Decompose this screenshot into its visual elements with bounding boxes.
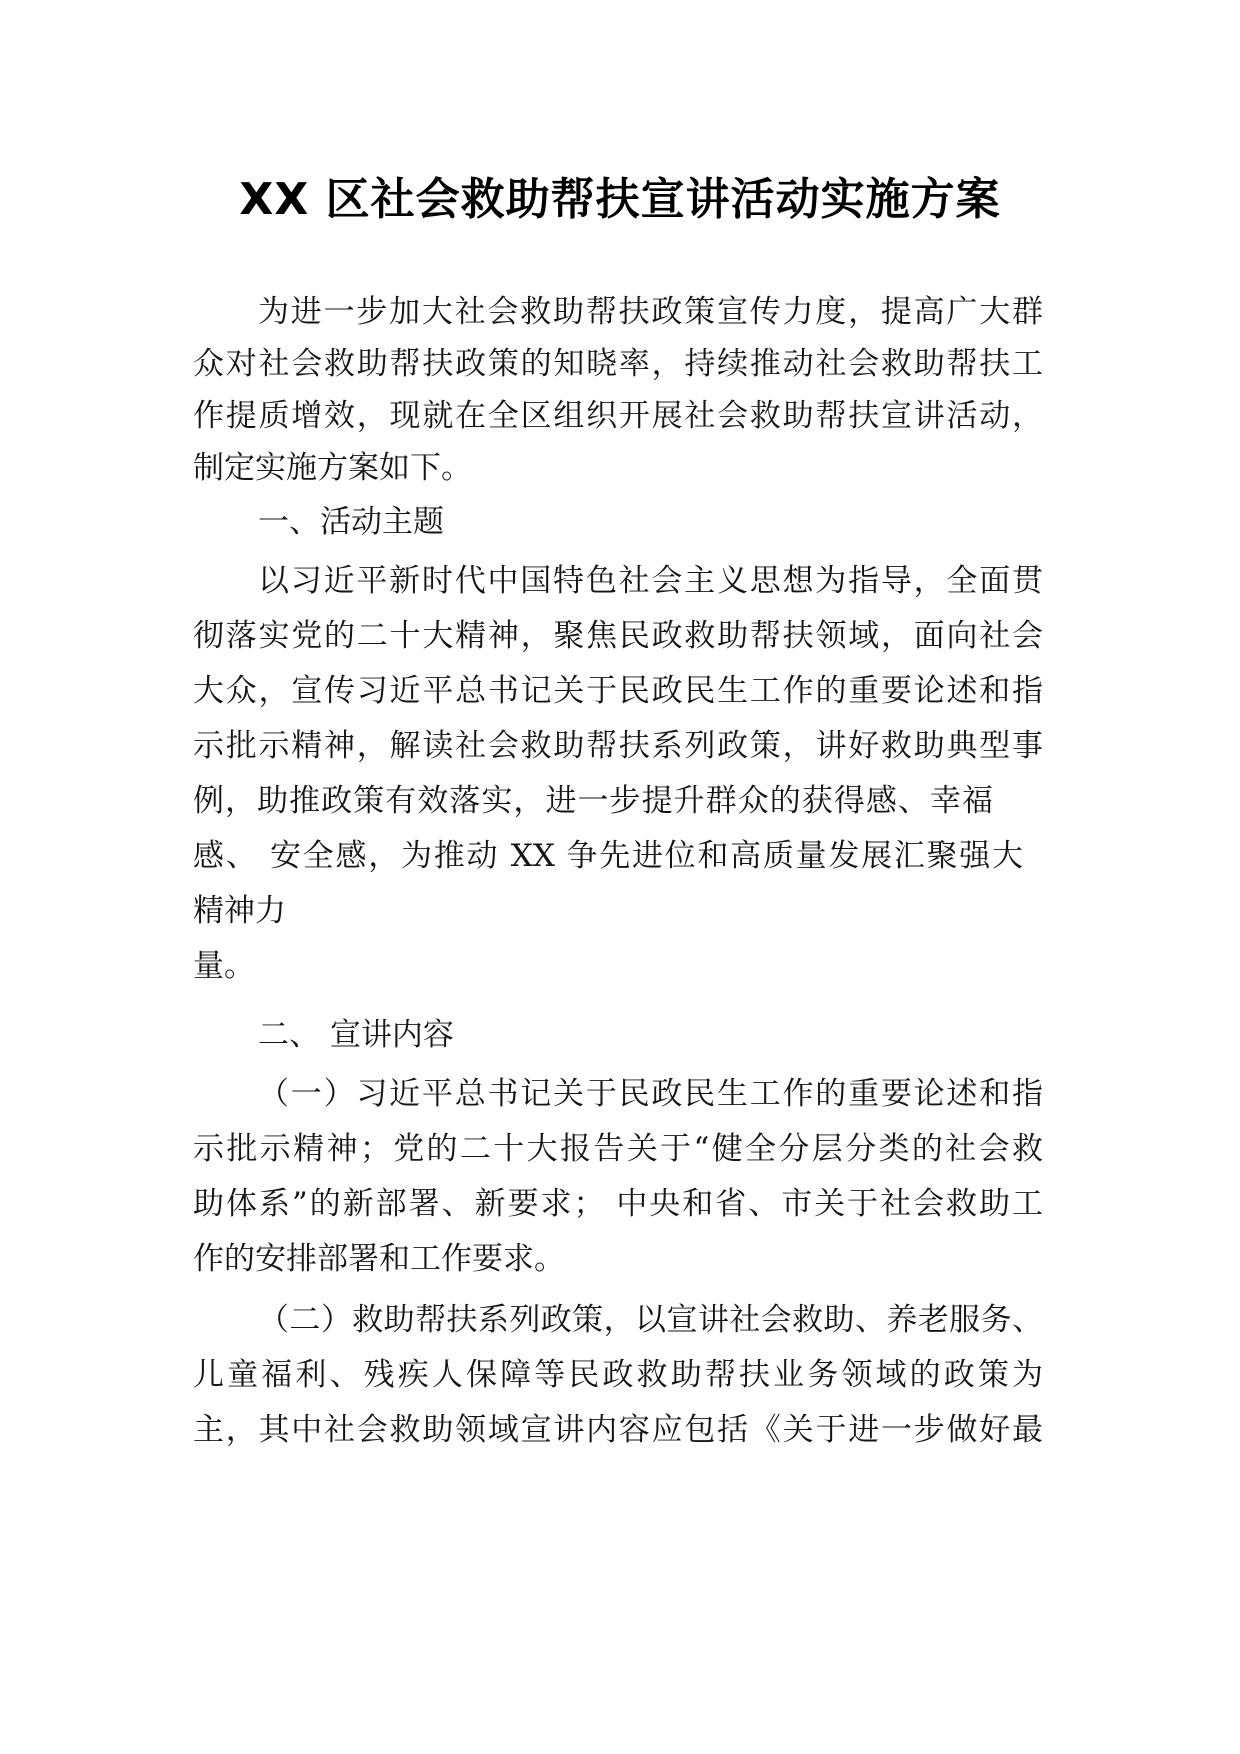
theme-line-2: 彻落实党的二十大精神，聚焦民政救助帮扶领域，面向社会 [193,618,1043,654]
intro-line-2: 众对社会救助帮扶政策的知晓率，持续推动社会救助帮扶工 [193,346,1043,382]
content-1-line-4: 作的安排部署和工作要求。 [193,1241,565,1277]
theme-line-6: 感、 安全感，为推动 XX 争先进位和高质量发展汇聚强大 [193,838,1023,874]
theme-line-1: 以习近平新时代中国特色社会主义思想为指导，全面贯 [258,563,1043,599]
section-heading-1: 一、活动主题 [258,504,444,540]
content-1-line-1: （一）习近平总书记关于民政民生工作的重要论述和指 [258,1076,1043,1112]
intro-line-4: 制定实施方案如下。 [193,450,472,486]
intro-line-3: 作提质增效，现就在全区组织开展社会救助帮扶宣讲活动， [193,398,1043,434]
document-title: XX 区社会救助帮扶宣讲活动实施方案 [239,174,1001,225]
theme-line-3: 大众，宣传习近平总书记关于民政民生工作的重要论述和指 [193,673,1043,709]
content-1-line-3: 助体系”的新部署、新要求； 中央和省、市关于社会救助工 [193,1186,1043,1222]
theme-line-8: 量。 [193,948,255,984]
theme-line-5: 例，助推政策有效落实，进一步提升群众的获得感、幸福 [193,783,993,819]
section-heading-2: 二、 宣讲内容 [258,1017,454,1053]
content-2-line-3: 主，其中社会救助领域宣讲内容应包括《关于进一步做好最 [193,1412,1043,1448]
content-2-line-2: 儿童福利、残疾人保障等民政救助帮扶业务领域的政策为 [193,1357,1043,1393]
theme-line-7: 精神力 [193,893,286,929]
theme-line-4: 示批示精神，解读社会救助帮扶系列政策，讲好救助典型事 [193,728,1043,764]
content-1-line-2: 示批示精神；党的二十大报告关于“健全分层分类的社会救 [193,1131,1043,1167]
intro-line-1: 为进一步加大社会救助帮扶政策宣传力度，提高广大群 [258,294,1043,330]
content-2-line-1: （二）救助帮扶系列政策，以宣讲社会救助、养老服务、 [258,1302,1043,1338]
